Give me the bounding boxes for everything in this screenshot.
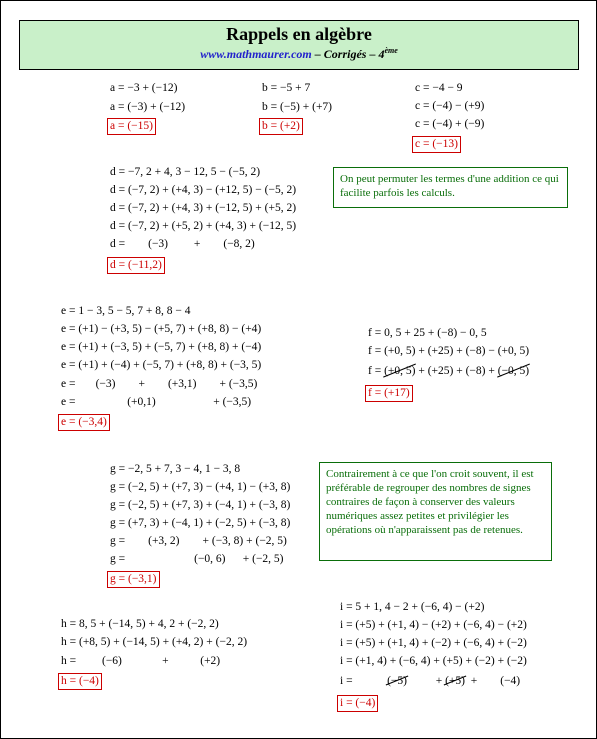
exercise-i-line-5: [340, 674, 520, 688]
exercise-f-line-2: f = (+0, 5) + (+25) + (−8) − (+0, 5): [368, 345, 530, 357]
exercise-f-line-3: [368, 364, 529, 378]
exercise-i-line-4: i = (+1, 4) + (−6, 4) + (+5) + (−2) + (−2): [340, 655, 527, 667]
exercise-d-line-2: d = (−7, 2) + (+4, 3) − (+12, 5) − (−5, 2): [110, 184, 297, 196]
f-struck-term: (+0, 5): [384, 365, 416, 377]
site-link[interactable]: www.mathmaurer.com: [200, 47, 312, 61]
f-line-3-middle: + (+25) + (−8) +: [415, 365, 498, 377]
exercise-b-line-1: b = −5 + 7: [262, 82, 311, 94]
exercise-g-line-4: g = (+7, 3) + (−4, 1) + (−2, 5) + (−3, 8): [110, 517, 291, 529]
exercise-d-line-1: d = −7, 2 + 4, 3 − 12, 5 − (−5, 2): [110, 166, 261, 178]
exercise-c-line-3: c = (−4) + (−9): [415, 118, 485, 130]
exercise-h-line-2: h = (+8, 5) + (−14, 5) + (+4, 2) + (−2, 2): [61, 636, 248, 648]
f-struck-term: (−0, 5): [497, 365, 530, 377]
exercise-g-line-2: g = (−2, 5) + (+7, 3) − (+4, 1) − (+3, 8): [110, 481, 291, 493]
exercise-b-line-2: b = (−5) + (+7): [262, 101, 333, 113]
exercise-i-answer: i = (−4): [337, 695, 378, 712]
i-struck-term: (−5): [387, 675, 407, 687]
exercise-c-answer: c = (−13): [412, 136, 461, 153]
exercise-g-line-3: g = (−2, 5) + (+7, 3) + (−4, 1) + (−3, 8): [110, 499, 291, 511]
note-permutation: On peut permuter les termes d'une addition ce qui facilite parfois les calculs.: [333, 167, 568, 208]
exercise-i-line-3: i = (+5) + (+1, 4) + (−2) + (−6, 4) + (−2): [340, 637, 527, 649]
exercise-f-answer: f = (+17): [365, 385, 413, 402]
exercise-e-line-5: e = (−3) + (+3,1) + (−3,5): [61, 378, 258, 390]
subtitle-separator: –: [311, 47, 324, 61]
exercise-a-line-2: a = (−3) + (−12): [110, 101, 186, 113]
exercise-g-line-1: g = −2, 5 + 7, 3 − 4, 1 − 3, 8: [110, 463, 241, 475]
exercise-c-line-1: c = −4 − 9: [415, 82, 463, 94]
exercise-a-answer: a = (−15): [107, 118, 156, 135]
page-title: Rappels en algèbre: [226, 24, 372, 44]
subtitle-level-sup: ème: [384, 46, 398, 55]
exercise-g-answer: g = (−3,1): [107, 571, 160, 588]
exercise-d-line-3: d = (−7, 2) + (+4, 3) + (−12, 5) + (+5, 2): [110, 202, 297, 214]
i-line-5-middle: +: [406, 675, 446, 687]
subtitle-corriges: Corrigés: [323, 47, 367, 61]
exercise-g-line-5: g = (+3, 2) + (−3, 8) + (−2, 5): [110, 535, 287, 547]
subtitle-separator: –: [366, 47, 379, 61]
exercise-e-line-3: e = (+1) + (−3, 5) + (−5, 7) + (+8, 8) + (−4): [61, 341, 262, 353]
exercise-h-line-3: h = (−6) + (+2): [61, 655, 221, 667]
f-line-3-start: f =: [368, 365, 385, 377]
exercise-c-line-2: c = (−4) − (+9): [415, 100, 485, 112]
exercise-e-line-1: e = 1 − 3, 5 − 5, 7 + 8, 8 − 4: [61, 305, 191, 317]
page-subtitle: [20, 46, 578, 62]
i-struck-term: (+5): [445, 675, 465, 687]
exercise-i-line-2: i = (+5) + (+1, 4) − (+2) + (−6, 4) − (+2): [340, 619, 527, 631]
exercise-d-answer: d = (−11,2): [107, 257, 165, 274]
exercise-d-line-5: d = (−3) + (−8, 2): [110, 238, 255, 250]
exercise-d-line-4: d = (−7, 2) + (+5, 2) + (+4, 3) + (−12, 5): [110, 220, 297, 232]
exercise-e-answer: e = (−3,4): [58, 414, 110, 431]
subtitle-level: 4: [378, 47, 385, 61]
header-banner: [19, 20, 579, 70]
i-line-5-start: i =: [340, 675, 388, 687]
exercise-f-line-1: f = 0, 5 + 25 + (−8) − 0, 5: [368, 327, 487, 339]
exercise-a-line-1: a = −3 + (−12): [110, 82, 178, 94]
exercise-e-line-2: e = (+1) − (+3, 5) − (+5, 7) + (+8, 8) − (+4): [61, 323, 262, 335]
exercise-i-line-1: i = 5 + 1, 4 − 2 + (−6, 4) − (+2): [340, 601, 485, 613]
exercise-h-line-1: h = 8, 5 + (−14, 5) + 4, 2 + (−2, 2): [61, 618, 219, 630]
exercise-e-line-4: e = (+1) + (−4) + (−5, 7) + (+8, 8) + (−3, 5): [61, 359, 262, 371]
exercise-g-line-6: g = (−0, 6) + (−2, 5): [110, 553, 284, 565]
exercise-b-answer: b = (+2): [259, 118, 303, 135]
exercise-e-line-6: e = (+0,1) + (−3,5): [61, 396, 252, 408]
i-line-5-end: + (−4): [465, 675, 521, 687]
exercise-h-answer: h = (−4): [58, 673, 102, 690]
note-regroupement: Contrairement à ce que l'on croit souvent, il est préférable de regrouper des nombres de signes contraires de façon à conserver des valeurs numériques assez petites et privilégier les opérations où n'apparaissent pas de retenues.: [319, 462, 552, 561]
